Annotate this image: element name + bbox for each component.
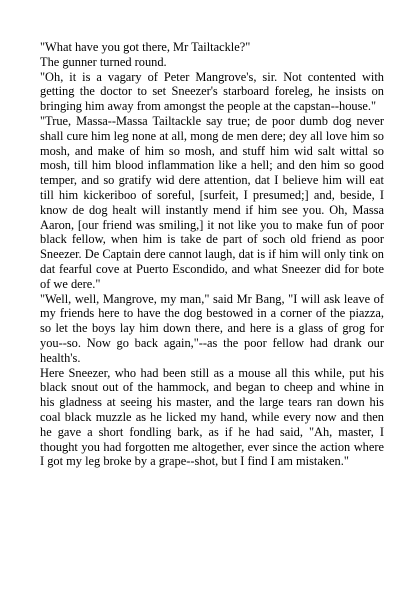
paragraph-6: Here Sneezer, who had been still as a mouse all this while, put his black snout out of the hammock, and began to cheep and whine in his gladness at seeing his master, and the large tears ran down his coal black muzzle as he licked my hand, while every now and then he gave a short fondling bark, as if he had said, "Ah, master, I thought you had forgotten me altogether, ever since the action where I got my leg broke by a grape--shot, but I find I am mistaken."	[40, 365, 384, 469]
document-page	[40, 40, 384, 570]
paragraph-5: "Well, well, Mangrove, my man," said Mr Bang, "I will ask leave of my friends here to have the dog bestowed in a corner of the piazza, so let the boys lay him down there, and here is a glass of grog for you--so. Now go back again,"--as the poor fellow had drank our health's.	[40, 291, 384, 365]
paragraph-1: "What have you got there, Mr Tailtackle?"	[40, 40, 251, 54]
paragraph-2: The gunner turned round.	[40, 54, 167, 69]
paragraph-3: "Oh, it is a vagary of Peter Mangrove's, sir. Not contented with getting the doctor to set Sneezer's starboard foreleg, he insists on bringing him away from amongst the people at the capstan--house."	[40, 69, 384, 114]
paragraph-4: "True, Massa--Massa Tailtackle say true; de poor dumb dog never shall cure him leg none at all, mong de men dere; dey all love him so mosh, and make of him so mosh, and stuff him wid salt wittal so mosh, till him blood inflammation like a hell; and den him so good temper, and so gratify wid dere attention, dat I believe him will eat till him kickeriboo of soreful, [surfeit, I presumed;] and, beside, I know de dog healt will instantly mend if him see you. Oh, Massa Aaron, [our friend was smiling,] it not like you to make fun of poor black fellow, when him is take de part of soch old friend as poor Sneezer. De Captain dere cannot laugh, dat is if him will only tink on dat fearful cove at Puerto Escondido, and what Sneezer did for bote of we dere."	[40, 113, 384, 291]
